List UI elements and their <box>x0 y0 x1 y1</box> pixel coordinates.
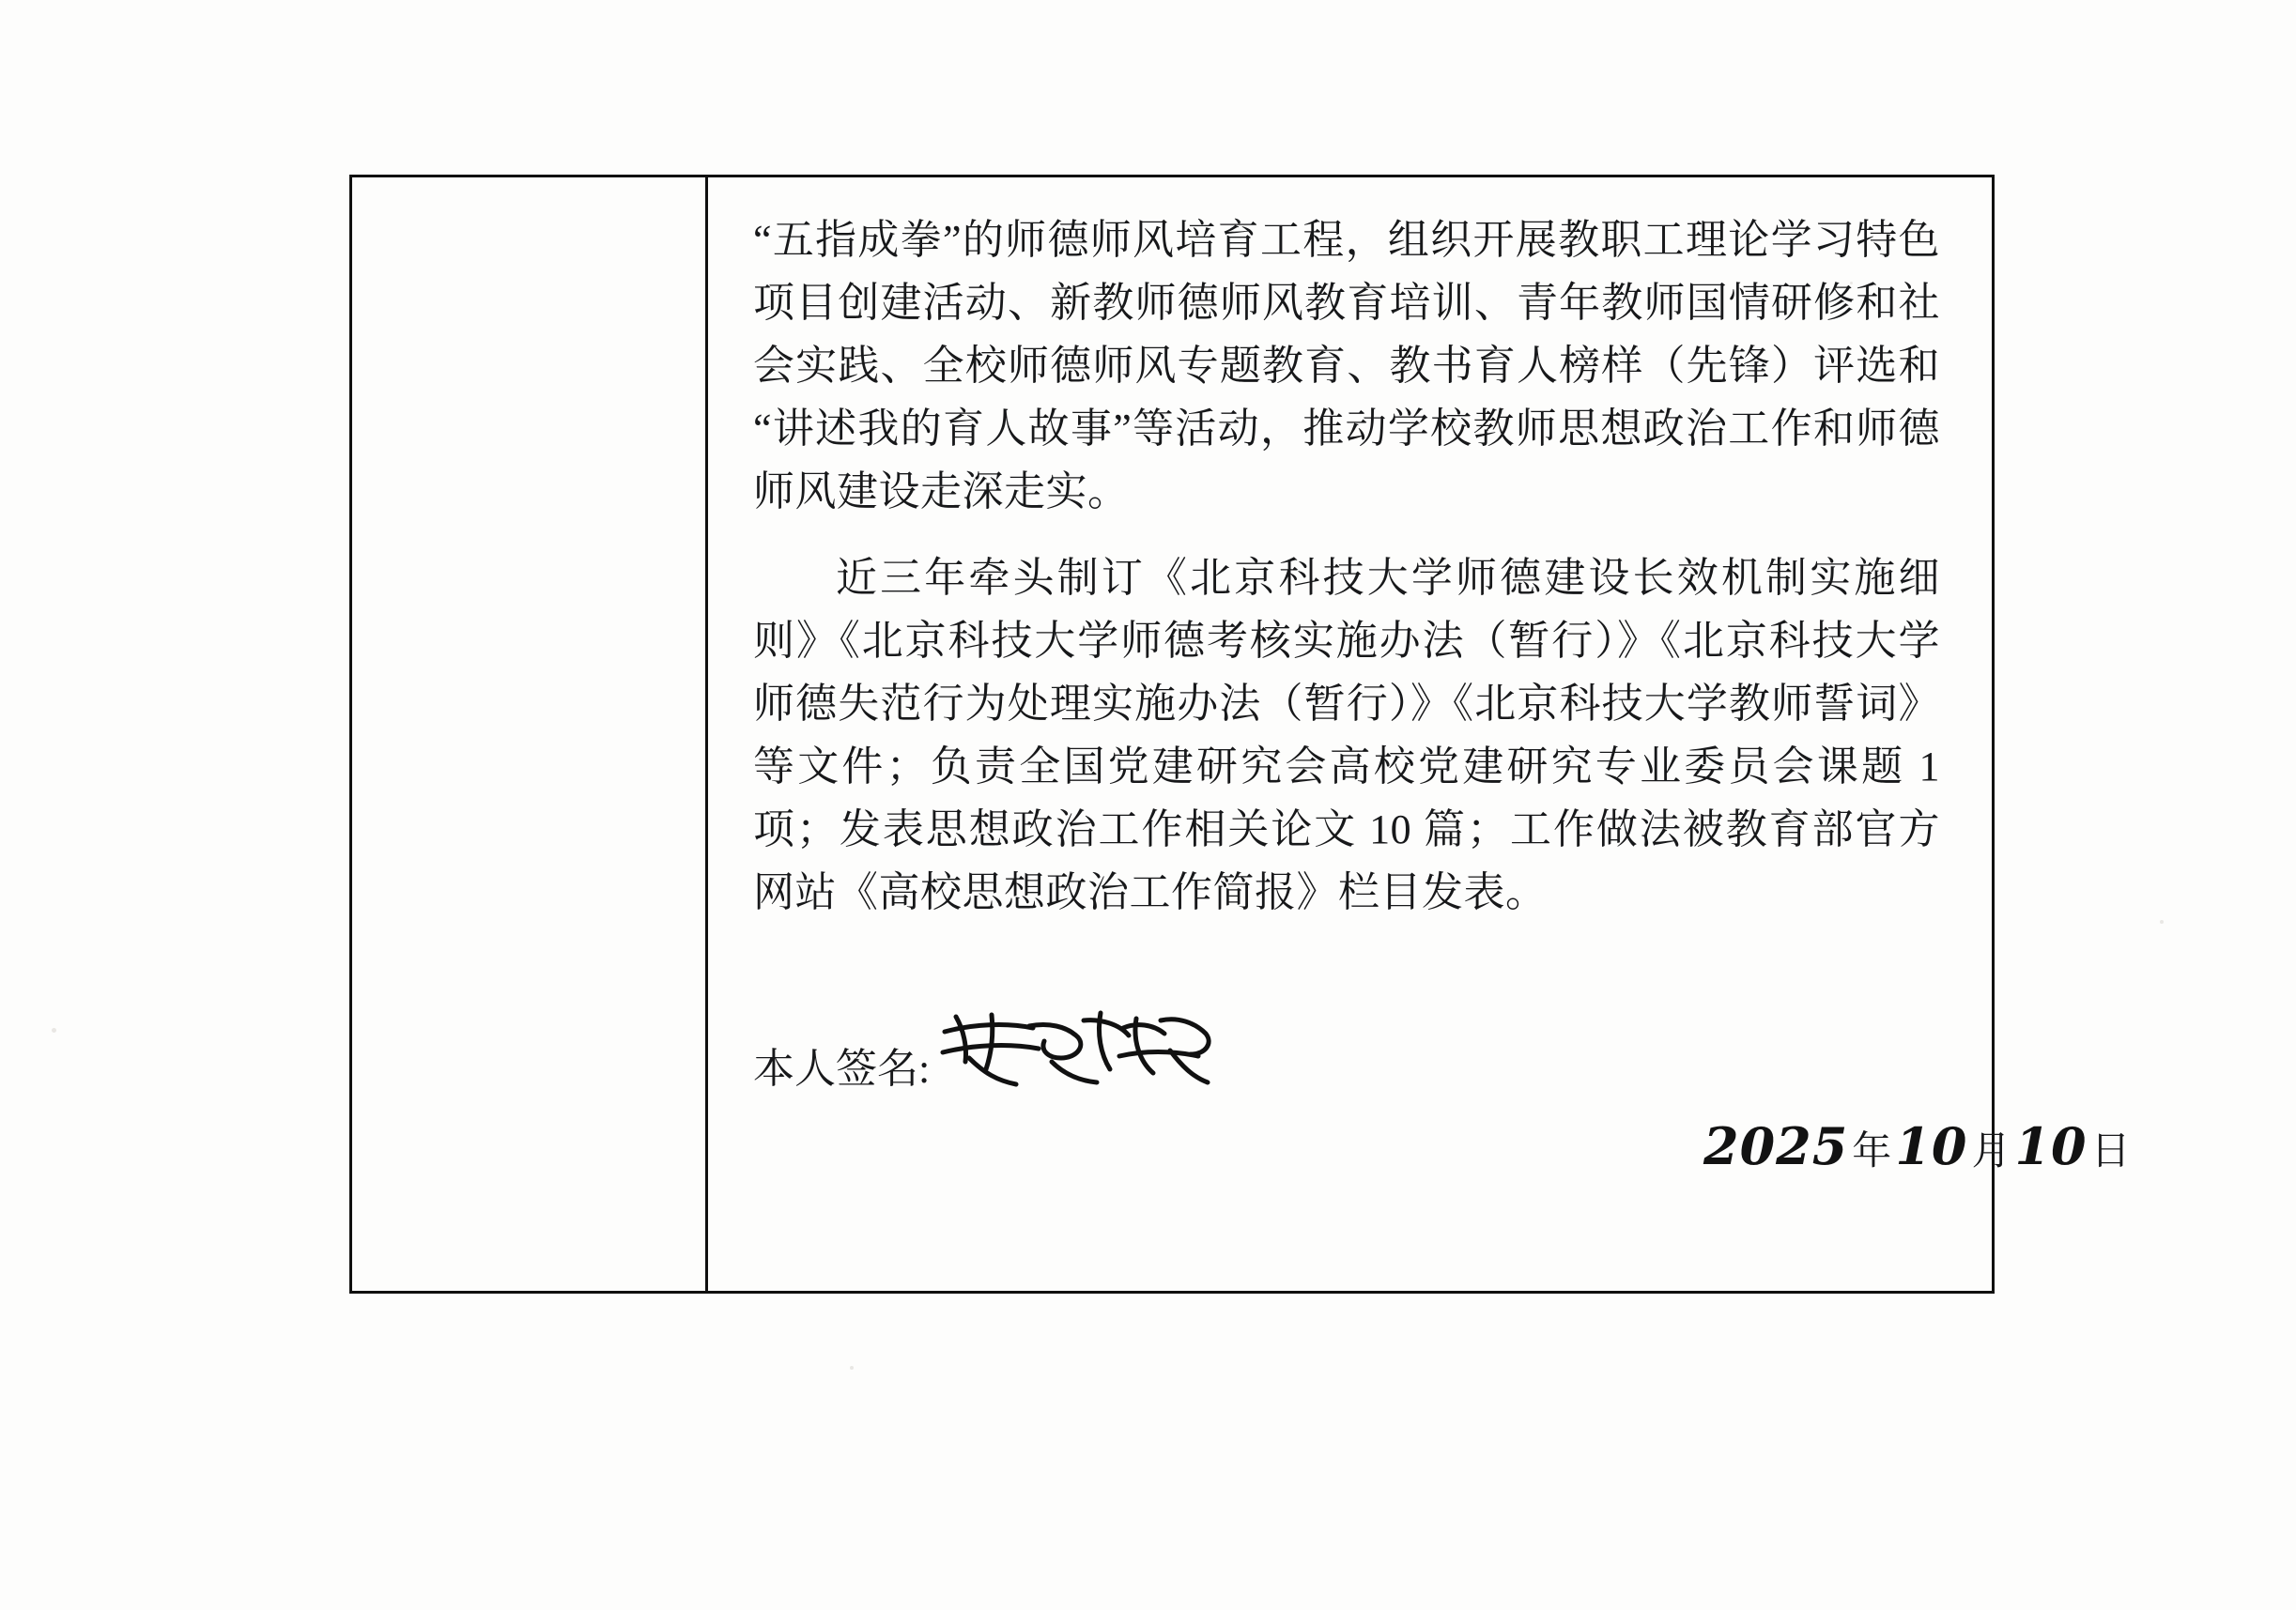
signature-block <box>753 1004 1217 1090</box>
table-right-column <box>708 177 2131 1291</box>
paragraph-1: “五指成拳”的师德师风培育工程，组织开展教职工理论学习特色项目创建活动、新教师德师风教育培训、青年教师国情研修和社会实践、全校师德师风专题教育、教书育人榜样（先锋）评选和“讲述我的育人故事”等活动，推动学校教师思想政治工作和师德师风建设走深走实。 <box>753 217 1940 514</box>
signature-label: 本人签名: <box>753 1046 931 1092</box>
document-table <box>349 175 2131 1294</box>
handwritten-signature-icon <box>935 1004 1217 1090</box>
scan-speck <box>52 1028 56 1033</box>
date-day-unit: 日 <box>2090 1130 2131 1173</box>
scan-speck <box>850 1366 854 1370</box>
date-year-unit: 年 <box>1852 1130 1892 1173</box>
table-left-column <box>352 177 708 1291</box>
date-year: 2025 <box>1703 1116 1849 1176</box>
date-day: 10 <box>2014 1116 2088 1176</box>
date-line <box>1703 1116 2134 1176</box>
date-month-unit: 月 <box>1971 1130 2011 1173</box>
scan-speck <box>2160 920 2164 924</box>
date-month: 10 <box>1895 1116 1968 1176</box>
paragraph-2: 近三年牵头制订《北京科技大学师德建设长效机制实施细则》《北京科技大学师德考核实施办法（暂行）》《北京科技大学师德失范行为处理实施办法（暂行）》《北京科技大学教师誓词》等文件；负责全国党建研究会高校党建研究专业委员会课题 1 项；发表思想政治工作相关论文 10 篇；工作做法被教育部官方网站《高校思想政治工作简报》栏目发表。 <box>753 555 1940 915</box>
